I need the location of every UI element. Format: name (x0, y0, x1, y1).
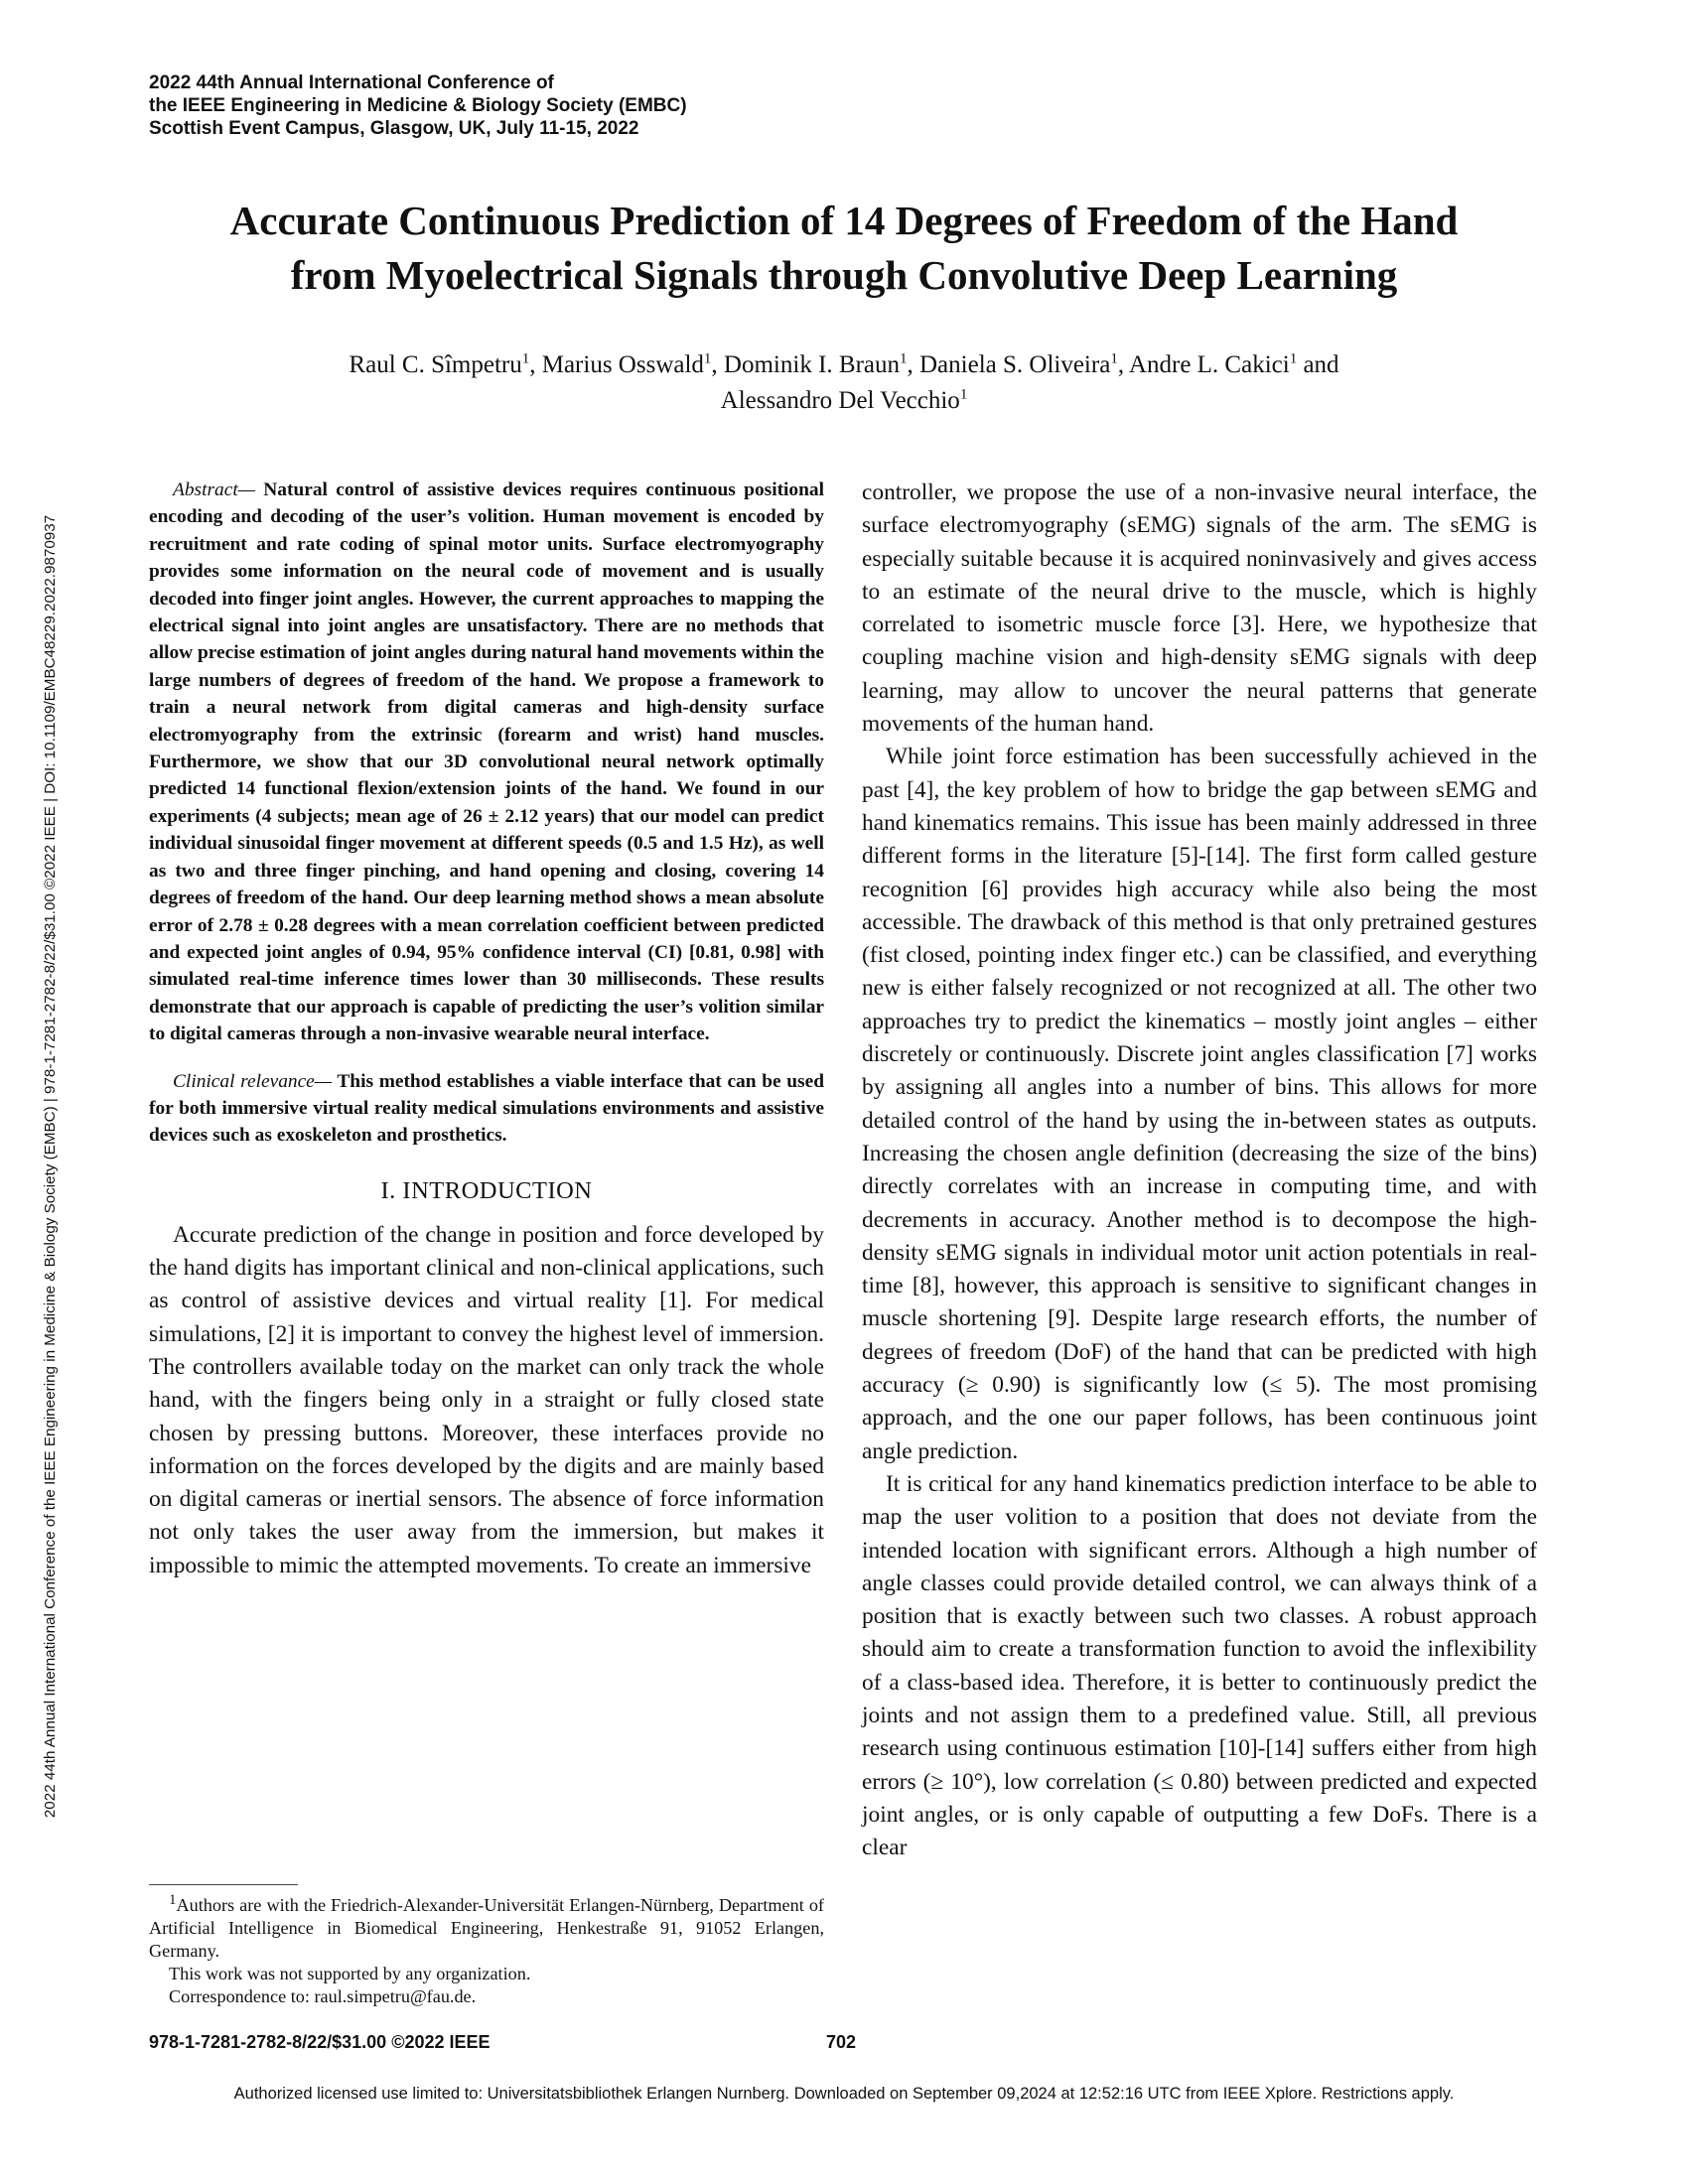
affiliation-marker: 1 (959, 386, 968, 403)
author-name: , Marius Osswald (529, 351, 704, 378)
author-name: , Andre L. Cakici (1117, 351, 1290, 378)
body-paragraph: Accurate prediction of the change in position and force developed by the hand digits has important clinical and non-clinical applications, such as control of assistive devices and virtual reality [1]. For medical simulations, [2] it is important to convey the highest level of immersion. The controllers available today on the market can only track the whole hand, with the fingers being only in a straight or fully closed state chosen by pressing buttons. Moreover, these interfaces provide no information on the forces developed by the digits and are mainly based on digital cameras or inertial sensors. The absence of force information not only takes the user away from the immersion, but makes it impossible to mimic the attempted movements. To create an immersive (149, 1221, 824, 1578)
footnote-marker: 1 (169, 1891, 177, 1908)
author-line (109, 347, 1579, 383)
footnotes (149, 1891, 824, 2008)
left-column (149, 477, 824, 1582)
body-paragraph: While joint force estimation has been successfully achieved in the past [4], the key problem of how to bridge the gap between sEMG and hand kinematics remains. This issue has been mainly addressed in three different forms in the literature [5]-[14]. The first form called gesture recognition [6] provides high accuracy while also being the most accessible. The drawback of this method is that only pretrained gestures (fist closed, pointing index finger etc.) can be classified, and everything new is either falsely recognized or not recognized at all. The other two approaches try to predict the kinematics – mostly joint angles – either discretely or continuously. Discrete joint angles classification [7] works by assigning all angles into a number of bins. This allows for more detailed control of the hand by using the in-between states as outputs. Increasing the chosen angle definition (decreasing the size of the bins) directly correlates with an increase in computing time, and with decrements in accuracy. Another method is to decompose the high-density sEMG signals in individual motor unit action potentials in real-time [8], however, this approach is sensitive to significant changes in muscle shortening [9]. Despite large research efforts, the number of degrees of freedom (DoF) of the hand that can be predicted with high accuracy (≥ 0.90) is significantly low (≤ 5). The most promising approach, and the one our paper follows, has been continuous joint angle prediction. (862, 744, 1537, 1464)
body-paragraph: controller, we propose the use of a non-invasive neural interface, the surface electromyography (sEMG) signals of the arm. The sEMG is especially suitable because it is acquired noninvasively and gives access to an estimate of the neural drive to the muscle, which is highly correlated to isometric muscle force [3]. Here, we hypothesize that coupling machine vision and high-density sEMG signals with deep learning, may allow to uncover the neural patterns that generate movements of the human hand. (862, 479, 1537, 738)
author-line (109, 383, 1579, 419)
section-heading: I. INTRODUCTION (380, 1176, 593, 1204)
clinical-relevance (149, 1068, 824, 1150)
abstract-label: Abstract— (173, 479, 255, 500)
footnote-rule (149, 1884, 298, 1885)
affiliation-marker: 1 (900, 350, 908, 367)
abstract (149, 477, 824, 1048)
affiliation-text: Authors are with the Friedrich-Alexander-Universität Erlangen-Nürnberg, Department of Artificial Intelligence in Biomedical Engineering, Henkestraße 91, 91052 Erlangen, Germany. (149, 1895, 824, 1961)
conference-line: Scottish Event Campus, Glasgow, UK, July 11-15, 2022 (149, 118, 639, 139)
author-name: Raul C. Sîmpetru (349, 351, 522, 378)
affiliation-footnote (149, 1891, 824, 1963)
doi-sidebar: 2022 44th Annual International Conference of the IEEE Engineering in Medicine & Biology Society (EMBC) | 978-1-7281-2782-8/22/$31.00 ©2022 IEEE | DOI: 10.1109/EMBC48229.2022.9870937 (42, 514, 59, 1819)
author-list (109, 347, 1579, 419)
affiliation-marker: 1 (703, 350, 712, 367)
clinical-relevance-label: Clinical relevance— (173, 1070, 333, 1092)
conference-header (149, 71, 943, 140)
author-name: , Daniela S. Oliveira (907, 351, 1111, 378)
paper-title (99, 194, 1589, 303)
author-name: , Dominik I. Braun (711, 351, 900, 378)
conference-line: the IEEE Engineering in Medicine & Biology Society (EMBC) (149, 95, 687, 116)
funding-footnote: This work was not supported by any organization. (169, 1964, 531, 1983)
isbn-footer: 978-1-7281-2782-8/22/$31.00 ©2022 IEEE (149, 2032, 491, 2052)
affiliation-marker: 1 (1289, 350, 1298, 367)
title-line: Accurate Continuous Prediction of 14 Degrees of Freedom of the Hand (229, 198, 1459, 243)
clinical-relevance-text: This method establishes a viable interface that can be used for both immersive virtual reality medical simulations environments and assistive devices such as exoskeleton and prosthetics. (149, 1070, 824, 1147)
body-paragraph: It is critical for any hand kinematics prediction interface to be able to map the user volition to a position that does not deviate from the intended location with significant errors. Although a high number of angle classes could provide detailed control, we can always think of a position that is exactly between such two classes. A robust approach should aim to create a transformation function to avoid the inflexibility of a class-based idea. Therefore, it is better to continuously predict the joints and not assign them to a predefined value. Still, all previous research using continuous estimation [10]-[14] suffers either from high errors (≥ 10°), low correlation (≤ 0.80) between predicted and expected joint angles, or is only capable of outputting a few DoFs. There is a clear (862, 1470, 1537, 1861)
author-conjunction: and (1297, 351, 1339, 378)
abstract-text: Natural control of assistive devices requires continuous positional encoding and decoding of the user’s volition. Human movement is encoded by recruitment and rate coding of spinal motor units. Surface electromyography provides some information on the neural code of movement and is usually decoded into finger joint angles. However, the current approaches to mapping the electrical signal into joint angles are unsatisfactory. There are no methods that allow precise estimation of joint angles during natural hand movements within the large numbers of degrees of freedom of the hand. We propose a framework to train a neural network from digital cameras and high-density surface electromyography from the extrinsic (forearm and wrist) hand muscles. Furthermore, we show that our 3D convolutional neural network optimally predicted 14 functional flexion/extension joints of the hand. We found in our experiments (4 subjects; mean age of 26 ± 2.12 years) that our model can predict individual sinusoidal finger movement at different speeds (0.5 and 1.5 Hz), as well as two and three finger pinching, and hand opening and closing, covering 14 degrees of freedom of the hand. Our deep learning method shows a mean absolute error of 2.78 ± 0.28 degrees with a mean correlation coefficient between predicted and expected joint angles of 0.94, 95% confidence interval (CI) [0.81, 0.98] with simulated real-time inference times lower than 30 milliseconds. These results demonstrate that our approach is capable of predicting the user’s volition similar to digital cameras through a non-invasive wearable neural interface. (149, 479, 824, 1045)
license-notice: Authorized licensed use limited to: Universitatsbibliothek Erlangen Nurnberg. Downloaded on September 09,2024 at 12:52:16 UTC from IEEE Xplore. Restrictions apply. (233, 2085, 1455, 2103)
conference-line: 2022 44th Annual International Conference of (149, 72, 554, 93)
right-column (862, 477, 1537, 1864)
page-number: 702 (826, 2032, 857, 2052)
correspondence-footnote: Correspondence to: raul.simpetru@fau.de. (169, 1986, 477, 2006)
affiliation-marker: 1 (1110, 350, 1118, 367)
affiliation-marker: 1 (521, 350, 530, 367)
author-name: Alessandro Del Vecchio (720, 387, 960, 414)
title-line: from Myoelectrical Signals through Convolutive Deep Learning (290, 252, 1398, 298)
